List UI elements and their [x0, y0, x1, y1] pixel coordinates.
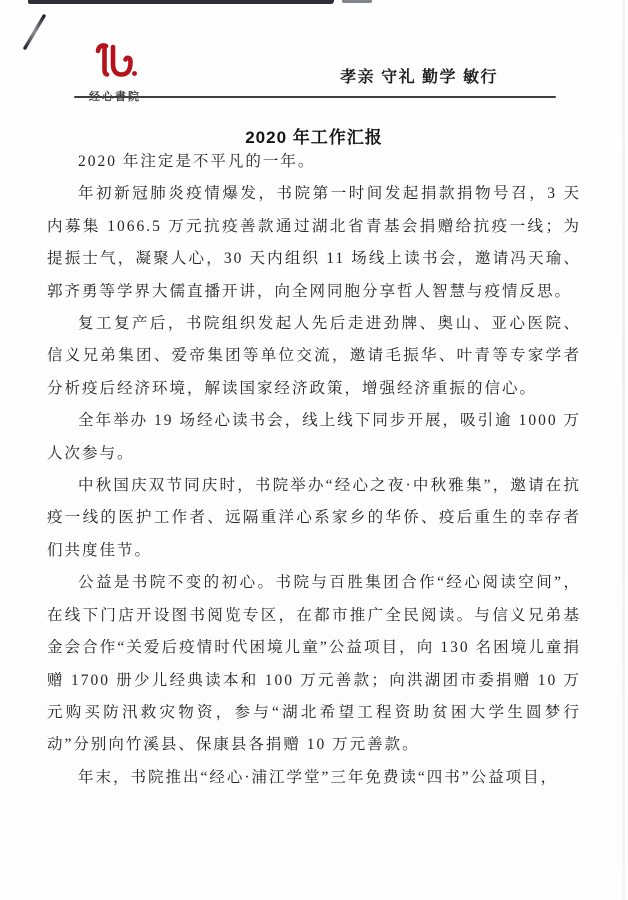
- logo-dot: [132, 71, 137, 76]
- body-paragraph: 2020 年注定是不平凡的一年。: [78, 153, 316, 170]
- body-paragraph: 年初新冠肺炎疫情爆发，书院第一时间发起捐款捐物号召，3 天内募集 1066.5 万元抗疫善款通过湖北省青基会捐赠给抗疫一线；为提振士气，凝聚人心，30 天内组织 11 场线上读书会，邀请冯天瑜、郭齐勇等学界大儒直播开讲，向全网同胞分享哲人智慧与疫情反思。: [47, 185, 581, 300]
- scan-edge-artifact: [28, 0, 334, 4]
- header-motto: 孝亲 守礼 勤学 敏行: [340, 69, 498, 86]
- body-paragraph: 年末，书院推出“经心·浦江学堂”三年免费读“四书”公益项目，: [78, 768, 559, 786]
- document-body: [47, 146, 581, 794]
- pen-stroke-mark: [14, 6, 58, 58]
- body-paragraph: 复工复产后，书院组织发起人先后走进劲牌、奥山、亚心医院、信义兄弟集团、爱帝集团等单位交流，邀请毛振华、叶青等专家学者分析疫后经济环境，解读国家经济政策，增强经济重振的信心。: [47, 315, 581, 397]
- academy-logo: [80, 40, 150, 104]
- scan-edge-artifact-light: [342, 0, 372, 3]
- body-paragraph: 公益是书院不变的初心。书院与百胜集团合作“经心阅读空间”，在线下门店开设图书阅览专区，在都市推广全民阅读。与信义兄弟基金会合作“关爱后疫情时代困境儿童”公益项目，向 130 名困境儿童捐赠 1700 册少儿经典读本和 100 万元善款；向洪湖团市委捐赠 10 万元购买防汛救灾物资，参与“湖北希望工程资助贫困大学生圆梦行动”分别向竹溪县、保康县各捐赠 10 万元善款。: [47, 574, 581, 754]
- body-paragraph: 中秋国庆双节同庆时，书院举办“经心之夜·中秋雅集”，邀请在抗疫一线的医护工作者、远隔重洋心系家乡的华侨、疫后重生的幸存者们共度佳节。: [47, 477, 581, 559]
- header-divider: [74, 96, 556, 98]
- xin-heart-logo-icon: [91, 40, 139, 82]
- body-paragraph: 全年举办 19 场经心读书会，线上线下同步开展，吸引逾 1000 万人次参与。: [47, 412, 581, 462]
- page-title: 2020 年工作汇报: [245, 128, 383, 148]
